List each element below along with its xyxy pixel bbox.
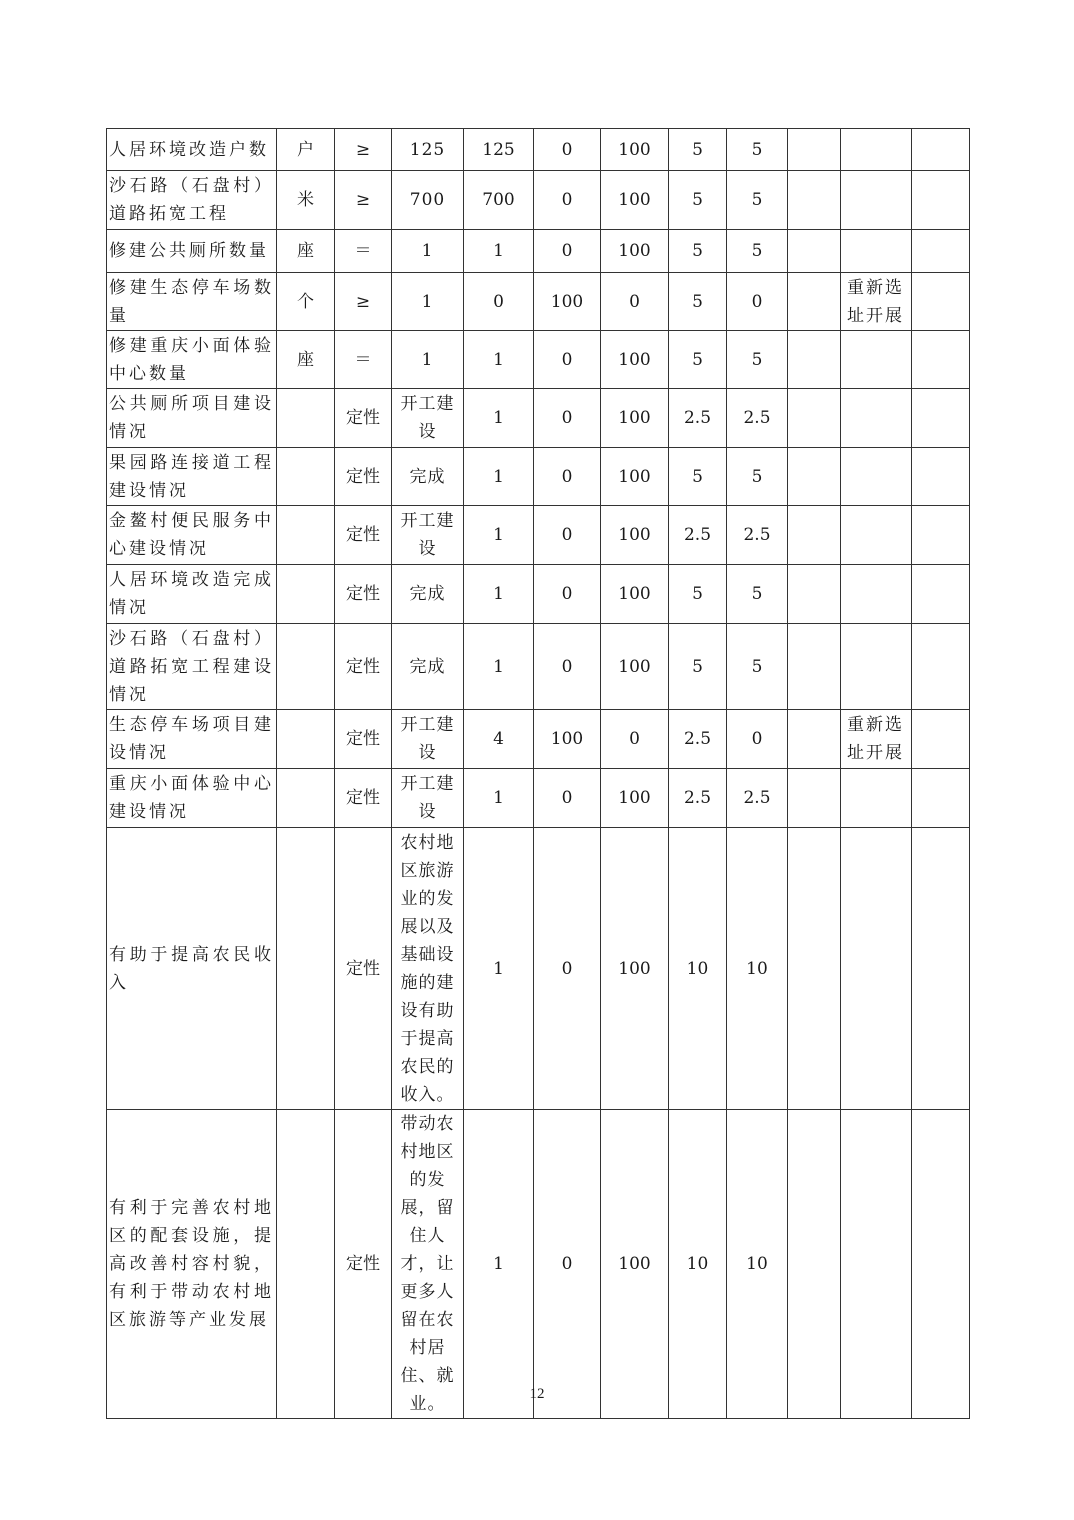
deviation-cell: 0	[534, 1110, 601, 1419]
table-row	[107, 506, 970, 565]
indicator-name-cell: 果园路连接道工程建设情况	[107, 448, 277, 506]
extra-cell	[912, 710, 970, 769]
target-value-cell: 开工建设	[392, 506, 464, 565]
extra-cell	[912, 769, 970, 828]
actual-value-cell: 1	[464, 506, 534, 565]
table-row	[107, 171, 970, 230]
unit-cell	[277, 828, 335, 1110]
completion-rate-cell: 100	[601, 171, 669, 230]
score-cell: 5	[727, 565, 788, 624]
note-cell	[788, 331, 841, 389]
target-value-cell: 1	[392, 331, 464, 389]
target-value-cell: 农村地区旅游业的发展以及基础设施的建设有助于提高农民的收入。	[392, 828, 464, 1110]
remark-cell	[841, 1110, 912, 1419]
table-row	[107, 624, 970, 710]
table-row	[107, 129, 970, 171]
indicator-name-cell: 有利于完善农村地区的配套设施，提高改善村容村貌，有利于带动农村地区旅游等产业发展	[107, 1110, 277, 1419]
note-cell	[788, 828, 841, 1110]
actual-value-cell: 1	[464, 448, 534, 506]
extra-cell	[912, 828, 970, 1110]
actual-value-cell: 4	[464, 710, 534, 769]
weight-cell: 5	[669, 129, 727, 171]
completion-rate-cell: 100	[601, 230, 669, 273]
deviation-cell: 0	[534, 769, 601, 828]
unit-cell	[277, 1110, 335, 1419]
note-cell	[788, 448, 841, 506]
score-cell: 0	[727, 710, 788, 769]
operator-cell: ≥	[335, 273, 392, 331]
unit-cell	[277, 710, 335, 769]
indicator-name-cell: 沙石路（石盘村）道路拓宽工程	[107, 171, 277, 230]
indicator-name-cell: 人居环境改造户数	[107, 129, 277, 171]
table-row	[107, 565, 970, 624]
operator-cell: 定性	[335, 389, 392, 448]
note-cell	[788, 565, 841, 624]
note-cell	[788, 273, 841, 331]
deviation-cell: 0	[534, 230, 601, 273]
weight-cell: 2.5	[669, 710, 727, 769]
operator-cell: 定性	[335, 565, 392, 624]
score-cell: 5	[727, 230, 788, 273]
weight-cell: 5	[669, 565, 727, 624]
score-cell: 5	[727, 331, 788, 389]
remark-cell	[841, 331, 912, 389]
operator-cell: 定性	[335, 828, 392, 1110]
remark-cell	[841, 828, 912, 1110]
deviation-cell: 0	[534, 565, 601, 624]
actual-value-cell: 700	[464, 171, 534, 230]
remark-cell	[841, 389, 912, 448]
remark-cell	[841, 506, 912, 565]
extra-cell	[912, 1110, 970, 1419]
remark-cell	[841, 565, 912, 624]
indicator-name-cell: 有助于提高农民收入	[107, 828, 277, 1110]
unit-cell	[277, 448, 335, 506]
remark-cell	[841, 171, 912, 230]
extra-cell	[912, 448, 970, 506]
note-cell	[788, 171, 841, 230]
indicator-name-cell: 公共厕所项目建设情况	[107, 389, 277, 448]
unit-cell: 个	[277, 273, 335, 331]
target-value-cell: 1	[392, 273, 464, 331]
indicator-name-cell: 重庆小面体验中心建设情况	[107, 769, 277, 828]
target-value-cell: 完成	[392, 565, 464, 624]
indicator-name-cell: 修建公共厕所数量	[107, 230, 277, 273]
deviation-cell: 0	[534, 448, 601, 506]
completion-rate-cell: 0	[601, 710, 669, 769]
performance-indicator-table	[106, 128, 970, 1419]
completion-rate-cell: 100	[601, 1110, 669, 1419]
completion-rate-cell: 100	[601, 828, 669, 1110]
completion-rate-cell: 100	[601, 769, 669, 828]
actual-value-cell: 1	[464, 624, 534, 710]
deviation-cell: 0	[534, 828, 601, 1110]
weight-cell: 5	[669, 448, 727, 506]
completion-rate-cell: 100	[601, 389, 669, 448]
score-cell: 5	[727, 129, 788, 171]
note-cell	[788, 506, 841, 565]
extra-cell	[912, 565, 970, 624]
operator-cell: ≥	[335, 171, 392, 230]
actual-value-cell: 125	[464, 129, 534, 171]
table-row	[107, 273, 970, 331]
note-cell	[788, 230, 841, 273]
actual-value-cell: 1	[464, 331, 534, 389]
actual-value-cell: 1	[464, 1110, 534, 1419]
table-row	[107, 769, 970, 828]
extra-cell	[912, 129, 970, 171]
operator-cell: 定性	[335, 506, 392, 565]
actual-value-cell: 1	[464, 389, 534, 448]
note-cell	[788, 1110, 841, 1419]
deviation-cell: 100	[534, 273, 601, 331]
table-row	[107, 710, 970, 769]
actual-value-cell: 0	[464, 273, 534, 331]
table-row	[107, 1110, 970, 1419]
indicator-name-cell: 金鳌村便民服务中心建设情况	[107, 506, 277, 565]
target-value-cell: 完成	[392, 624, 464, 710]
deviation-cell: 0	[534, 129, 601, 171]
completion-rate-cell: 100	[601, 506, 669, 565]
weight-cell: 5	[669, 624, 727, 710]
operator-cell: 定性	[335, 1110, 392, 1419]
score-cell: 5	[727, 171, 788, 230]
extra-cell	[912, 624, 970, 710]
score-cell: 2.5	[727, 769, 788, 828]
extra-cell	[912, 171, 970, 230]
unit-cell	[277, 565, 335, 624]
unit-cell	[277, 389, 335, 448]
weight-cell: 2.5	[669, 389, 727, 448]
target-value-cell: 完成	[392, 448, 464, 506]
target-value-cell: 开工建设	[392, 769, 464, 828]
target-value-cell: 700	[392, 171, 464, 230]
score-cell: 5	[727, 624, 788, 710]
unit-cell: 米	[277, 171, 335, 230]
table-row	[107, 448, 970, 506]
weight-cell: 5	[669, 331, 727, 389]
unit-cell	[277, 624, 335, 710]
completion-rate-cell: 100	[601, 129, 669, 171]
note-cell	[788, 710, 841, 769]
extra-cell	[912, 331, 970, 389]
deviation-cell: 0	[534, 506, 601, 565]
completion-rate-cell: 100	[601, 448, 669, 506]
actual-value-cell: 1	[464, 565, 534, 624]
unit-cell: 座	[277, 331, 335, 389]
operator-cell: 定性	[335, 769, 392, 828]
indicator-name-cell: 修建生态停车场数量	[107, 273, 277, 331]
deviation-cell: 0	[534, 389, 601, 448]
table-row	[107, 230, 970, 273]
score-cell: 0	[727, 273, 788, 331]
operator-cell: ＝	[335, 230, 392, 273]
remark-cell	[841, 129, 912, 171]
weight-cell: 10	[669, 1110, 727, 1419]
operator-cell: 定性	[335, 448, 392, 506]
indicator-name-cell: 沙石路（石盘村）道路拓宽工程建设情况	[107, 624, 277, 710]
unit-cell	[277, 769, 335, 828]
target-value-cell: 125	[392, 129, 464, 171]
remark-cell: 重新选址开展	[841, 273, 912, 331]
target-value-cell: 开工建设	[392, 389, 464, 448]
weight-cell: 2.5	[669, 506, 727, 565]
note-cell	[788, 769, 841, 828]
extra-cell	[912, 230, 970, 273]
page-number: 12	[529, 1386, 545, 1402]
score-cell: 10	[727, 1110, 788, 1419]
remark-cell	[841, 624, 912, 710]
remark-cell	[841, 230, 912, 273]
weight-cell: 5	[669, 273, 727, 331]
operator-cell: ＝	[335, 331, 392, 389]
operator-cell: 定性	[335, 710, 392, 769]
table-row	[107, 389, 970, 448]
actual-value-cell: 1	[464, 769, 534, 828]
table-row	[107, 331, 970, 389]
table-row	[107, 828, 970, 1110]
operator-cell: ≥	[335, 129, 392, 171]
weight-cell: 5	[669, 171, 727, 230]
remark-cell: 重新选址开展	[841, 710, 912, 769]
indicator-name-cell: 生态停车场项目建设情况	[107, 710, 277, 769]
extra-cell	[912, 389, 970, 448]
note-cell	[788, 389, 841, 448]
target-value-cell: 1	[392, 230, 464, 273]
score-cell: 10	[727, 828, 788, 1110]
score-cell: 2.5	[727, 506, 788, 565]
completion-rate-cell: 100	[601, 565, 669, 624]
score-cell: 2.5	[727, 389, 788, 448]
note-cell	[788, 129, 841, 171]
deviation-cell: 100	[534, 710, 601, 769]
indicator-name-cell: 修建重庆小面体验中心数量	[107, 331, 277, 389]
actual-value-cell: 1	[464, 230, 534, 273]
target-value-cell: 带动农村地区的发展，留住人才，让更多人留在农村居住、就业。	[392, 1110, 464, 1419]
completion-rate-cell: 100	[601, 331, 669, 389]
weight-cell: 10	[669, 828, 727, 1110]
score-cell: 5	[727, 448, 788, 506]
table-body	[107, 129, 970, 1419]
weight-cell: 2.5	[669, 769, 727, 828]
deviation-cell: 0	[534, 624, 601, 710]
completion-rate-cell: 0	[601, 273, 669, 331]
operator-cell: 定性	[335, 624, 392, 710]
unit-cell: 座	[277, 230, 335, 273]
extra-cell	[912, 273, 970, 331]
remark-cell	[841, 448, 912, 506]
weight-cell: 5	[669, 230, 727, 273]
unit-cell	[277, 506, 335, 565]
deviation-cell: 0	[534, 331, 601, 389]
deviation-cell: 0	[534, 171, 601, 230]
unit-cell: 户	[277, 129, 335, 171]
indicator-name-cell: 人居环境改造完成情况	[107, 565, 277, 624]
note-cell	[788, 624, 841, 710]
remark-cell	[841, 769, 912, 828]
target-value-cell: 开工建设	[392, 710, 464, 769]
extra-cell	[912, 506, 970, 565]
completion-rate-cell: 100	[601, 624, 669, 710]
actual-value-cell: 1	[464, 828, 534, 1110]
